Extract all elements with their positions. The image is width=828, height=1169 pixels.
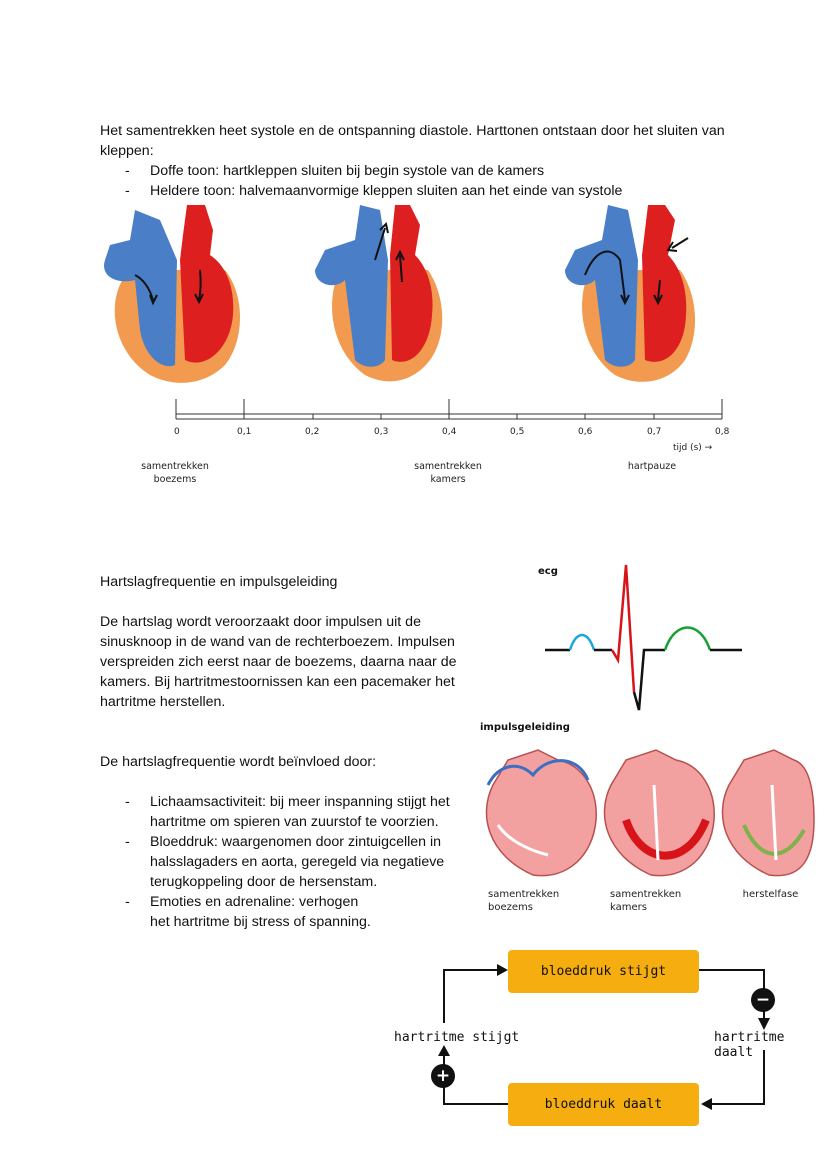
tick-label-0-3: 0,3	[374, 427, 389, 437]
section-paragraph: De hartslag wordt veroorzaakt door impulsen uit de sinusknoop in de wand van de rechterboezem. Impulsen verspreiden zich eerst naar de boezems, daarna naar de kamers. Bij hartritmestoornissen kan een pacemaker het hartritme herstellen.	[100, 614, 457, 710]
box-bloodpressure-rises: bloeddruk stijgt	[508, 950, 699, 993]
intro-bullet-1: - Doffe toon: hartkleppen sluiten bij begin systole van de kamers	[100, 161, 740, 181]
ecg-title: ecg	[538, 566, 558, 577]
intro-text: Het samentrekken heet systole en de ontspanning diastole. Harttonen ontstaan door het sluiten van kleppen:	[100, 123, 725, 159]
impuls-caption-atria: samentrekken boezems	[488, 889, 560, 913]
tick-label-0-5: 0,5	[510, 427, 525, 437]
influence-bullet-bloodpressure: - Bloeddruk: waargenomen door zintuigcellen in halsslagaders en aorta, geregeld via negatieve terugkoppeling door de hersenstam.	[100, 832, 450, 892]
phase-label-ventricles: samentrekken kamers	[414, 461, 482, 485]
intro-bullet-2: - Heldere toon: halvemaanvormige kleppen sluiten aan het einde van systole	[100, 181, 740, 201]
phase-label-pause: hartpauze	[627, 461, 677, 472]
tick-label-0-7: 0,7	[647, 427, 662, 437]
box-bloodpressure-falls: bloeddruk daalt	[508, 1083, 699, 1126]
phase-label-atria: samentrekken boezems	[141, 461, 209, 485]
negative-feedback-icon: −	[751, 988, 775, 1012]
impuls-caption-ventricles: samentrekken kamers	[610, 889, 682, 913]
time-axis-label: tijd (s) →	[673, 443, 713, 453]
impuls-title: impulsgeleiding	[480, 722, 570, 733]
influence-bullet-emotions: - Emoties en adrenaline: verhogen het hartritme bij stress of spanning.	[100, 892, 375, 932]
positive-feedback-icon: +	[431, 1064, 455, 1088]
section-heading: Hartslagfrequentie en impulsgeleiding	[100, 574, 338, 590]
impuls-caption-recovery: herstelfase	[742, 889, 799, 900]
tick-label-0-6: 0,6	[578, 427, 593, 437]
tick-label-0-4: 0,4	[442, 427, 457, 437]
influence-intro: De hartslagfrequentie wordt beïnvloed door:	[100, 754, 377, 770]
tick-label-0: 0	[174, 427, 180, 437]
tick-label-0-2: 0,2	[305, 427, 320, 437]
tick-label-0-1: 0,1	[237, 427, 252, 437]
label-heartrate-rises: hartritme stijgt	[394, 1030, 520, 1045]
label-heartrate-falls: hartritme daalt	[714, 1030, 785, 1060]
tick-label-0-8: 0,8	[715, 427, 730, 437]
influence-bullet-activity: - Lichaamsactiviteit: bij meer inspanning stijgt het hartritme om spieren van zuurstof te voorzien.	[100, 792, 450, 832]
